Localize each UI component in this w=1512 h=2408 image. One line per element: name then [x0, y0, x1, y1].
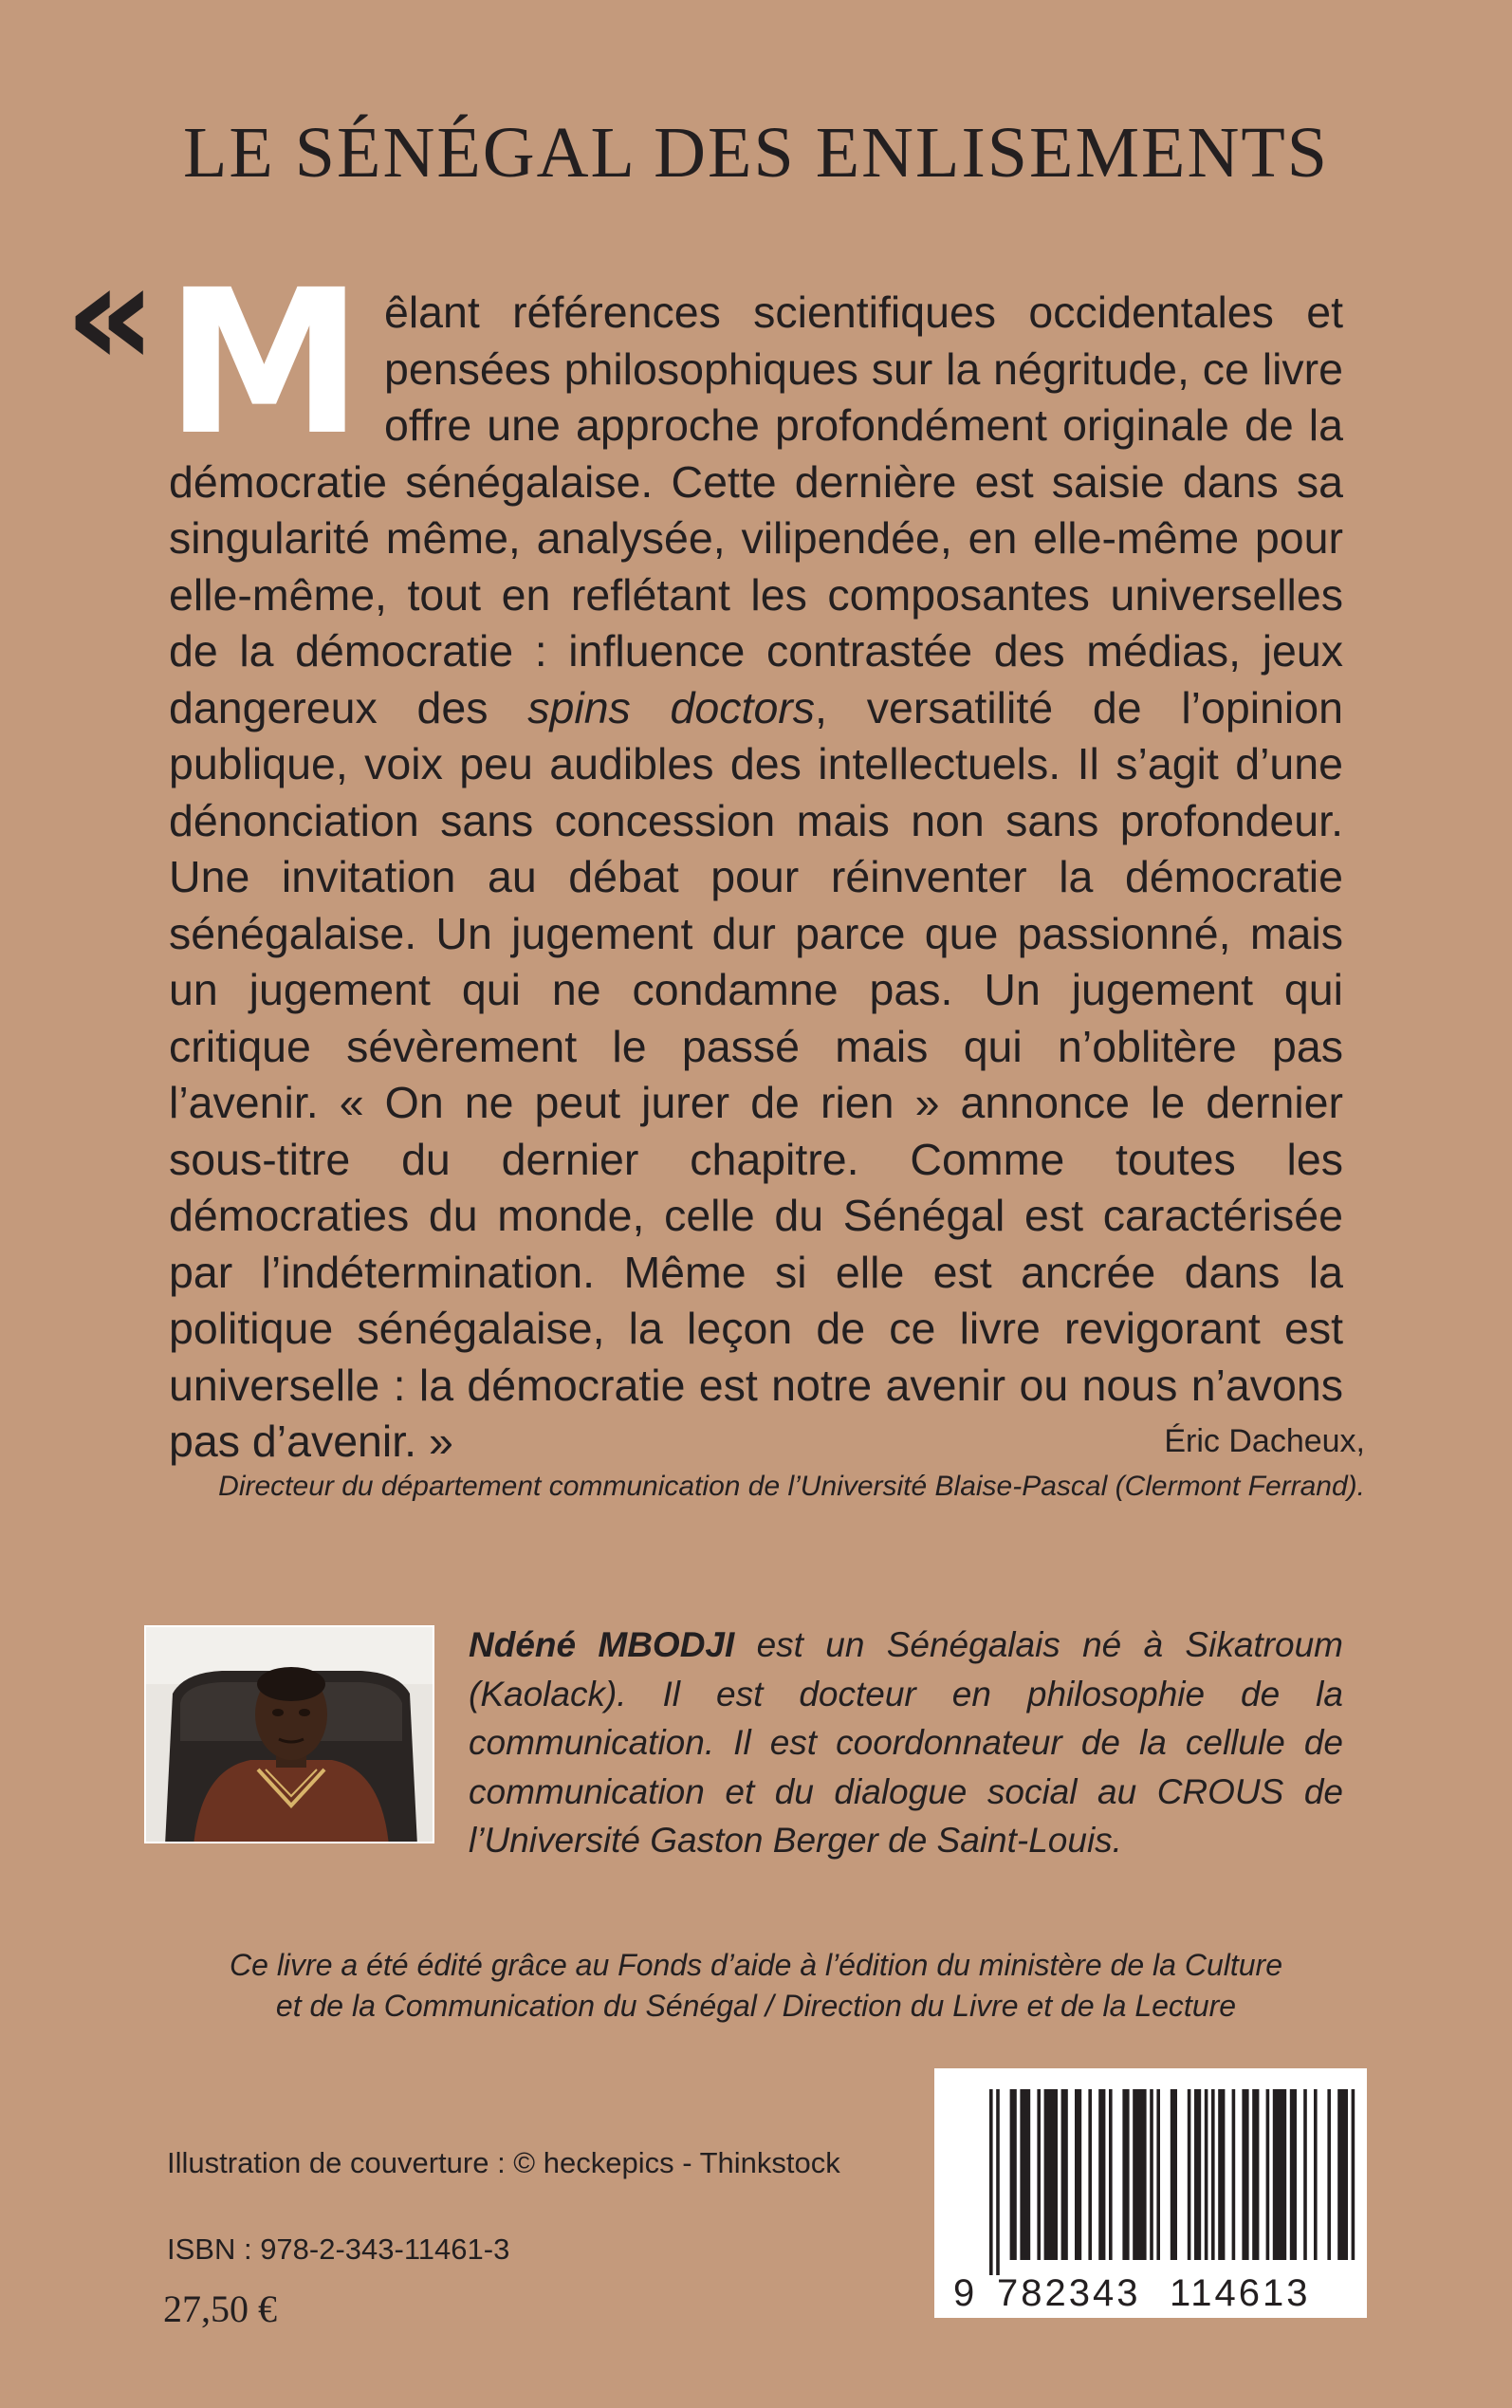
- barcode-bar: [1337, 2089, 1348, 2260]
- back-cover-blurb: [165, 247, 1343, 1471]
- barcode-bar: [1010, 2089, 1017, 2260]
- barcode-right-group: 114613: [1170, 2272, 1311, 2314]
- barcode-bar: [1266, 2089, 1270, 2260]
- blurb-text-part2: , versatilité de l’opinion publique, voix peu audibles des intellectuels. Il s’agit d’une dénonciation sans concession mais non sans profondeur. Une invitation au débat pour réinventer la démocratie sénégalaise. Un jugement dur parce que passionné, mais un jugement qui ne condamne pas. Un jugement qui critique sévèrement le passé mais qui n’oblitère pas l’avenir. « On ne peut jurer de rien » annonce le dernier sous-titre du dernier chapitre. Comme toutes les démocraties du monde, celle du Sénégal est caractérisée par l’indétermination. Même si elle est ancrée dans la politique sénégalaise, la leçon de ce livre revigorant est universelle : la démocratie est notre avenir ou nous n’avons pas d’avenir. »: [169, 682, 1343, 1466]
- drop-cap-letter: M: [165, 247, 363, 479]
- barcode-graphic: [934, 2068, 1367, 2318]
- barcode-bar: [1327, 2089, 1331, 2260]
- barcode-left-group: 782343: [997, 2272, 1141, 2314]
- isbn-barcode: [934, 2068, 1367, 2318]
- author-photo: [144, 1625, 434, 1843]
- barcode-bar: [1194, 2089, 1201, 2260]
- cover-illustration-credit: Illustration de couverture : © heckepics - Thinkstock: [167, 2146, 840, 2179]
- blurb-text-part1: êlant références scientifiques occidentales et pensées philosophiques sur la négritude, ce livre offre une approche profondément originale de la démocratie sénégalaise. Cette dernière est saisie dans sa singularité même, analysée, vilipendée, en elle-même pour elle-même, tout en reflétant les composantes universelles de la démocratie : influence contrastée des médias, jeux dangereux des: [169, 287, 1343, 732]
- barcode-bar: [1061, 2089, 1068, 2260]
- barcode-bar: [1218, 2089, 1225, 2260]
- author-name: Ndéné MBODJI: [469, 1625, 735, 1664]
- quote-author-role: Directeur du département communication de l’Université Blaise-Pascal (Clermont Ferrand).: [218, 1471, 1365, 1502]
- opening-quote-mark: «: [65, 233, 157, 398]
- barcode-bar: [1211, 2089, 1215, 2260]
- barcode-bar: [1205, 2089, 1208, 2260]
- author-bio-text: est un Sénégalais né à Sikatroum (Kaolack). Il est docteur en philosophie de la communication. Il est coordonnateur de la cellule de communication et du dialogue social au CROUS de l’Université Gaston Berger de Saint-Louis.: [469, 1625, 1343, 1860]
- isbn-number: ISBN : 978-2-343-11461-3: [167, 2232, 510, 2266]
- barcode-bar: [1290, 2089, 1297, 2260]
- barcode-bar: [1188, 2089, 1191, 2260]
- barcode-bar: [1088, 2089, 1092, 2260]
- barcode-bar: [1044, 2089, 1058, 2260]
- barcode-guard-bar: [996, 2089, 1000, 2275]
- barcode-bar: [1150, 2089, 1153, 2260]
- barcode-bar: [1352, 2089, 1355, 2260]
- barcode-bar: [1314, 2089, 1318, 2260]
- author-bio: [469, 1621, 1343, 1865]
- barcode-bar: [1122, 2089, 1129, 2260]
- barcode-bar: [1075, 2089, 1081, 2260]
- barcode-bar: [1242, 2089, 1248, 2260]
- funding-notice: [0, 1945, 1512, 2027]
- barcode-first-digit: 9: [953, 2272, 975, 2314]
- barcode-bar: [1156, 2089, 1160, 2260]
- barcode-bar: [1273, 2089, 1286, 2260]
- barcode-bar: [1232, 2089, 1236, 2260]
- funding-line-2: et de la Communication du Sénégal / Direction du Livre et de la Lecture: [275, 1989, 1237, 2023]
- blurb-italic-term: spins doctors: [527, 682, 816, 732]
- barcode-bar: [1037, 2089, 1041, 2260]
- barcode-bar: [1303, 2089, 1307, 2260]
- book-price: 27,50 €: [163, 2288, 277, 2330]
- funding-line-1: Ce livre a été édité grâce au Fonds d’aide à l’édition du ministère de la Culture: [230, 1948, 1282, 1982]
- barcode-guard-bar: [989, 2089, 993, 2275]
- barcode-bar: [1020, 2089, 1030, 2260]
- barcode-bar: [1171, 2089, 1177, 2260]
- book-title: LE SÉNÉGAL DES ENLISEMENTS: [182, 113, 1330, 193]
- barcode-bar: [1252, 2089, 1259, 2260]
- barcode-bar: [1109, 2089, 1113, 2260]
- barcode-bar: [1098, 2089, 1105, 2260]
- barcode-bar: [1133, 2089, 1146, 2260]
- quote-author-name: Éric Dacheux,: [1164, 1423, 1365, 1459]
